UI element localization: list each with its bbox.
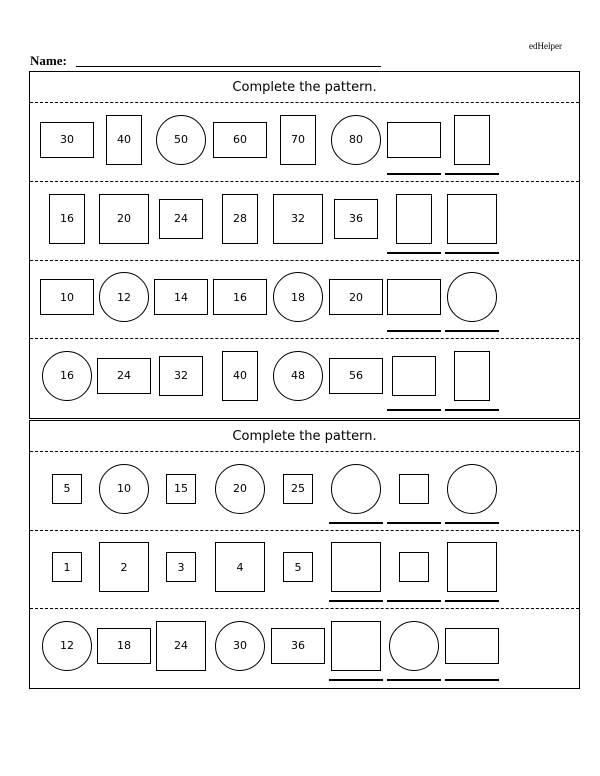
answer-line bbox=[387, 409, 441, 411]
name-label: Name: bbox=[30, 53, 67, 68]
pattern-number: 15 bbox=[166, 474, 196, 504]
answer-line bbox=[387, 252, 441, 254]
answer-box[interactable] bbox=[399, 474, 429, 504]
pattern-number: 60 bbox=[213, 122, 267, 158]
pattern-number: 80 bbox=[331, 115, 381, 165]
answer-line bbox=[329, 600, 383, 602]
pattern-number: 20 bbox=[99, 194, 149, 244]
pattern-number: 25 bbox=[283, 474, 313, 504]
answer-box[interactable] bbox=[454, 115, 490, 165]
answer-line bbox=[387, 522, 441, 524]
pattern-number: 32 bbox=[273, 194, 323, 244]
pattern-row bbox=[30, 182, 579, 261]
pattern-row bbox=[30, 452, 579, 531]
answer-box[interactable] bbox=[445, 628, 499, 664]
section-title: Complete the pattern. bbox=[30, 72, 579, 103]
answer-box[interactable] bbox=[389, 621, 439, 671]
answer-line bbox=[387, 679, 441, 681]
pattern-number: 40 bbox=[222, 351, 258, 401]
answer-line bbox=[445, 252, 499, 254]
answer-box[interactable] bbox=[331, 621, 381, 671]
pattern-number: 70 bbox=[280, 115, 316, 165]
answer-line bbox=[445, 679, 499, 681]
pattern-number: 24 bbox=[97, 358, 151, 394]
pattern-number: 14 bbox=[154, 279, 208, 315]
answer-box[interactable] bbox=[447, 542, 497, 592]
pattern-number: 10 bbox=[99, 464, 149, 514]
pattern-number: 16 bbox=[213, 279, 267, 315]
answer-box[interactable] bbox=[387, 122, 441, 158]
pattern-number: 24 bbox=[156, 621, 206, 671]
pattern-row bbox=[30, 261, 579, 339]
answer-line bbox=[387, 600, 441, 602]
pattern-number: 3 bbox=[166, 552, 196, 582]
pattern-number: 2 bbox=[99, 542, 149, 592]
answer-box[interactable] bbox=[399, 552, 429, 582]
pattern-number: 56 bbox=[329, 358, 383, 394]
pattern-number: 40 bbox=[106, 115, 142, 165]
pattern-number: 30 bbox=[215, 621, 265, 671]
brand-label: edHelper bbox=[529, 41, 562, 51]
answer-box[interactable] bbox=[447, 272, 497, 322]
answer-line bbox=[329, 522, 383, 524]
pattern-number: 36 bbox=[334, 199, 378, 239]
pattern-row bbox=[30, 103, 579, 182]
answer-line bbox=[387, 173, 441, 175]
pattern-number: 5 bbox=[283, 552, 313, 582]
answer-line bbox=[445, 173, 499, 175]
pattern-number: 32 bbox=[159, 356, 203, 396]
answer-box[interactable] bbox=[331, 542, 381, 592]
pattern-number: 48 bbox=[273, 351, 323, 401]
answer-box[interactable] bbox=[396, 194, 432, 244]
pattern-section-2 bbox=[29, 420, 580, 689]
name-field[interactable] bbox=[76, 66, 381, 67]
pattern-number: 12 bbox=[42, 621, 92, 671]
answer-line bbox=[445, 522, 499, 524]
answer-box[interactable] bbox=[454, 351, 490, 401]
pattern-number: 50 bbox=[156, 115, 206, 165]
pattern-number: 30 bbox=[40, 122, 94, 158]
answer-box[interactable] bbox=[447, 464, 497, 514]
pattern-number: 18 bbox=[97, 628, 151, 664]
pattern-number: 18 bbox=[273, 272, 323, 322]
pattern-number: 24 bbox=[159, 199, 203, 239]
pattern-number: 20 bbox=[215, 464, 265, 514]
pattern-row bbox=[30, 531, 579, 609]
section-title: Complete the pattern. bbox=[30, 421, 579, 452]
answer-box[interactable] bbox=[331, 464, 381, 514]
pattern-number: 5 bbox=[52, 474, 82, 504]
pattern-row bbox=[30, 609, 579, 688]
pattern-number: 16 bbox=[49, 194, 85, 244]
answer-line bbox=[445, 600, 499, 602]
pattern-number: 1 bbox=[52, 552, 82, 582]
pattern-number: 16 bbox=[42, 351, 92, 401]
pattern-number: 10 bbox=[40, 279, 94, 315]
answer-box[interactable] bbox=[392, 356, 436, 396]
pattern-number: 12 bbox=[99, 272, 149, 322]
answer-box[interactable] bbox=[447, 194, 497, 244]
answer-line bbox=[329, 679, 383, 681]
answer-line bbox=[445, 330, 499, 332]
answer-box[interactable] bbox=[387, 279, 441, 315]
answer-line bbox=[387, 330, 441, 332]
pattern-number: 36 bbox=[271, 628, 325, 664]
pattern-number: 4 bbox=[215, 542, 265, 592]
pattern-number: 20 bbox=[329, 279, 383, 315]
pattern-number: 28 bbox=[222, 194, 258, 244]
pattern-row bbox=[30, 339, 579, 418]
answer-line bbox=[445, 409, 499, 411]
pattern-section-1 bbox=[29, 71, 580, 419]
